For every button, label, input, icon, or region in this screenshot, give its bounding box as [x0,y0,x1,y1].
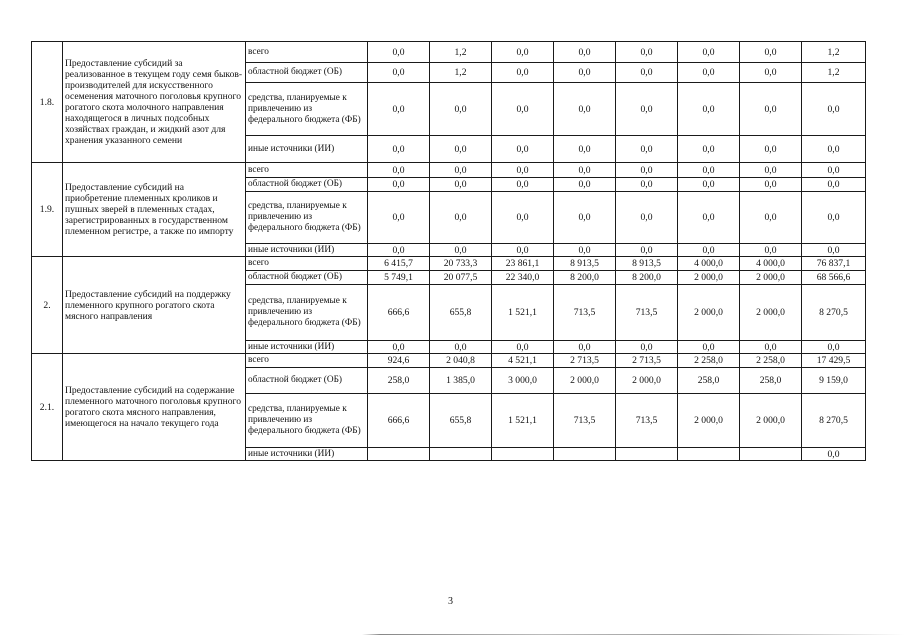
year-value-cell: 1 521,1 [492,394,554,448]
year-value-cell: 2 000,0 [678,285,740,341]
year-value-cell: 0,0 [678,163,740,178]
item-number: 2. [32,257,63,354]
year-value-cell: 0,0 [430,83,492,136]
total-cell: 0,0 [802,244,866,257]
year-value-cell: 0,0 [554,83,616,136]
year-value-cell: 0,0 [368,192,430,244]
table-row [32,354,866,368]
year-value-cell: 0,0 [740,244,802,257]
year-value-cell: 2 000,0 [740,285,802,341]
year-value-cell: 0,0 [368,63,430,83]
total-cell: 0,0 [802,163,866,178]
funding-source: иные источники (ИИ) [246,136,368,163]
year-value-cell: 0,0 [740,178,802,192]
year-value-cell [368,448,430,461]
year-value-cell: 0,0 [430,244,492,257]
item-description: Предоставление субсидий на содержание племенного маточного поголовья крупного рогатого скота мясного направления, имеющегося на начало текущего года [63,354,246,461]
year-value-cell: 713,5 [554,285,616,341]
funding-source: всего [246,163,368,178]
year-value-cell: 0,0 [368,136,430,163]
year-value-cell: 0,0 [616,63,678,83]
total-cell: 1,2 [802,63,866,83]
total-cell: 76 837,1 [802,257,866,271]
year-value-cell: 258,0 [368,368,430,394]
year-value-cell: 0,0 [368,42,430,63]
year-value-cell: 0,0 [554,163,616,178]
year-value-cell: 0,0 [554,42,616,63]
year-value-cell: 0,0 [740,136,802,163]
year-value-cell: 924,6 [368,354,430,368]
year-value-cell: 2 000,0 [616,368,678,394]
page-number: 3 [448,596,453,607]
funding-source: средства, планируемые к привлечению из федерального бюджета (ФБ) [246,83,368,136]
year-value-cell: 2 000,0 [678,394,740,448]
total-cell: 0,0 [802,178,866,192]
year-value-cell: 0,0 [492,63,554,83]
total-cell: 1,2 [802,42,866,63]
funding-source: всего [246,42,368,63]
year-value-cell: 0,0 [616,136,678,163]
funding-source: средства, планируемые к привлечению из федерального бюджета (ФБ) [246,192,368,244]
year-value-cell: 0,0 [492,136,554,163]
item-number: 2.1. [32,354,63,461]
year-value-cell [492,448,554,461]
year-value-cell: 0,0 [492,244,554,257]
item-number: 1.9. [32,163,63,257]
year-value-cell: 0,0 [554,244,616,257]
year-value-cell: 258,0 [678,368,740,394]
year-value-cell: 1 385,0 [430,368,492,394]
year-value-cell: 666,6 [368,394,430,448]
funding-source: иные источники (ИИ) [246,244,368,257]
year-value-cell: 0,0 [740,341,802,354]
year-value-cell: 713,5 [554,394,616,448]
funding-source: иные источники (ИИ) [246,341,368,354]
funding-source: средства, планируемые к привлечению из федерального бюджета (ФБ) [246,285,368,341]
funding-source: средства, планируемые к привлечению из федерального бюджета (ФБ) [246,394,368,448]
year-value-cell: 0,0 [430,163,492,178]
total-cell: 0,0 [802,448,866,461]
year-value-cell: 0,0 [678,178,740,192]
total-cell: 9 159,0 [802,368,866,394]
year-value-cell: 4 000,0 [740,257,802,271]
year-value-cell: 2 000,0 [740,271,802,285]
year-value-cell: 0,0 [616,244,678,257]
total-cell: 8 270,5 [802,285,866,341]
year-value-cell: 4 000,0 [678,257,740,271]
year-value-cell: 0,0 [678,136,740,163]
year-value-cell: 0,0 [740,163,802,178]
year-value-cell: 0,0 [616,341,678,354]
year-value-cell: 0,0 [430,178,492,192]
year-value-cell: 0,0 [368,163,430,178]
item-description: Предоставление субсидий за реализованное в текущем году семя быков-производителей для искусственного осеменения маточного поголовья крупного рогатого скота молочного направления находящегося в личных подсобных хозяйствах граждан, и жидкий азот для хранения указанного семени [63,42,246,163]
table-row [32,163,866,178]
total-cell: 0,0 [802,192,866,244]
year-value-cell: 2 713,5 [616,354,678,368]
total-cell: 0,0 [802,341,866,354]
table-row [32,42,866,63]
year-value-cell: 0,0 [492,163,554,178]
scan-edge-line [0,634,905,635]
item-number: 1.8. [32,42,63,163]
funding-source: областной бюджет (ОБ) [246,63,368,83]
year-value-cell: 0,0 [492,83,554,136]
year-value-cell: 0,0 [430,192,492,244]
year-value-cell: 0,0 [430,341,492,354]
year-value-cell: 0,0 [616,178,678,192]
year-value-cell: 655,8 [430,285,492,341]
year-value-cell: 0,0 [616,192,678,244]
funding-source: областной бюджет (ОБ) [246,368,368,394]
table-body [32,42,866,461]
year-value-cell: 8 200,0 [616,271,678,285]
year-value-cell: 0,0 [554,178,616,192]
year-value-cell: 1,2 [430,42,492,63]
year-value-cell: 0,0 [554,63,616,83]
year-value-cell: 0,0 [554,192,616,244]
year-value-cell: 0,0 [554,341,616,354]
year-value-cell [554,448,616,461]
year-value-cell: 655,8 [430,394,492,448]
year-value-cell: 2 000,0 [554,368,616,394]
year-value-cell: 0,0 [740,83,802,136]
year-value-cell: 0,0 [492,178,554,192]
year-value-cell: 20 733,3 [430,257,492,271]
item-description: Предоставление субсидий на приобретение племенных кроликов и пушных зверей в племенных стадах, зарегистрированных в государственном племенном регистре, а также по импорту [63,163,246,257]
year-value-cell [430,448,492,461]
year-value-cell [616,448,678,461]
funding-source: всего [246,354,368,368]
funding-source: всего [246,257,368,271]
year-value-cell: 0,0 [616,163,678,178]
year-value-cell: 5 749,1 [368,271,430,285]
funding-source: областной бюджет (ОБ) [246,271,368,285]
total-cell: 8 270,5 [802,394,866,448]
year-value-cell: 0,0 [554,136,616,163]
year-value-cell: 23 861,1 [492,257,554,271]
year-value-cell: 0,0 [678,244,740,257]
year-value-cell: 8 200,0 [554,271,616,285]
year-value-cell [740,448,802,461]
year-value-cell: 0,0 [492,42,554,63]
year-value-cell: 258,0 [740,368,802,394]
year-value-cell: 0,0 [492,341,554,354]
year-value-cell: 0,0 [430,136,492,163]
year-value-cell [678,448,740,461]
year-value-cell: 0,0 [740,63,802,83]
table-row [32,257,866,271]
year-value-cell: 666,6 [368,285,430,341]
funding-source: областной бюджет (ОБ) [246,178,368,192]
year-value-cell: 0,0 [616,83,678,136]
year-value-cell: 0,0 [492,192,554,244]
year-value-cell: 20 077,5 [430,271,492,285]
year-value-cell: 8 913,5 [554,257,616,271]
year-value-cell: 8 913,5 [616,257,678,271]
total-cell: 17 429,5 [802,354,866,368]
year-value-cell: 2 040,8 [430,354,492,368]
year-value-cell: 2 000,0 [740,394,802,448]
year-value-cell: 0,0 [368,178,430,192]
year-value-cell: 6 415,7 [368,257,430,271]
budget-table [31,41,866,461]
year-value-cell: 0,0 [678,42,740,63]
year-value-cell: 0,0 [368,341,430,354]
year-value-cell: 0,0 [368,83,430,136]
year-value-cell: 713,5 [616,394,678,448]
year-value-cell: 713,5 [616,285,678,341]
total-cell: 68 566,6 [802,271,866,285]
year-value-cell: 4 521,1 [492,354,554,368]
total-cell: 0,0 [802,136,866,163]
year-value-cell: 0,0 [678,192,740,244]
year-value-cell: 1,2 [430,63,492,83]
year-value-cell: 2 000,0 [678,271,740,285]
year-value-cell: 2 258,0 [678,354,740,368]
year-value-cell: 0,0 [740,42,802,63]
total-cell: 0,0 [802,83,866,136]
year-value-cell: 0,0 [678,63,740,83]
year-value-cell: 0,0 [616,42,678,63]
year-value-cell: 0,0 [740,192,802,244]
item-description: Предоставление субсидий на поддержку племенного крупного рогатого скота мясного направления [63,257,246,354]
year-value-cell: 22 340,0 [492,271,554,285]
year-value-cell: 0,0 [678,83,740,136]
year-value-cell: 2 258,0 [740,354,802,368]
year-value-cell: 3 000,0 [492,368,554,394]
year-value-cell: 0,0 [368,244,430,257]
year-value-cell: 2 713,5 [554,354,616,368]
year-value-cell: 0,0 [678,341,740,354]
year-value-cell: 1 521,1 [492,285,554,341]
funding-source: иные источники (ИИ) [246,448,368,461]
